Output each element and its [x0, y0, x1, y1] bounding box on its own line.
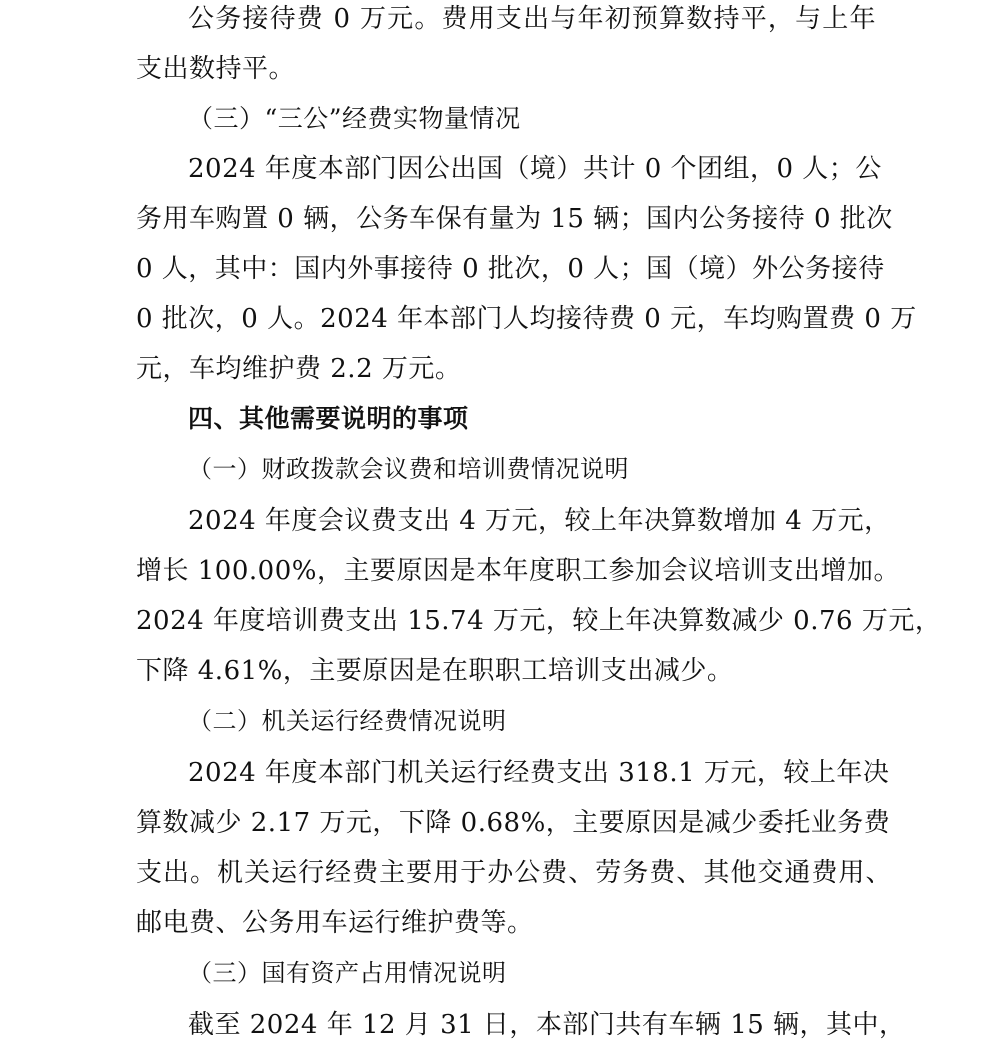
paragraph-line: 支出数持平。 — [136, 54, 296, 84]
paragraph-line: 公务接待费 0 万元。费用支出与年初预算数持平，与上年 — [188, 4, 876, 34]
paragraph-line: 2024 年度本部门机关运行经费支出 318.1 万元，较上年决 — [188, 758, 890, 788]
paragraph-line: 邮电费、公务用车运行维护费等。 — [136, 908, 534, 938]
paragraph-line: 务用车购置 0 辆，公务车保有量为 15 辆；国内公务接待 0 批次 — [136, 204, 893, 234]
paragraph-line: 元，车均维护费 2.2 万元。 — [136, 354, 462, 384]
paragraph-line: 下降 4.61%，主要原因是在职职工培训支出减少。 — [136, 656, 734, 686]
paragraph-line: 支出。机关运行经费主要用于办公费、劳务费、其他交通费用、 — [136, 858, 892, 888]
paragraph-line: 2024 年度本部门因公出国（境）共计 0 个团组，0 人；公 — [188, 154, 882, 184]
paragraph-line: 2024 年度培训费支出 15.74 万元，较上年决算数减少 0.76 万元， — [136, 606, 942, 636]
subsection-heading: （三）国有资产占用情况说明 — [188, 959, 507, 987]
subsection-heading: （一）财政拨款会议费和培训费情况说明 — [188, 455, 629, 483]
paragraph-line: 算数减少 2.17 万元，下降 0.68%，主要原因是减少委托业务费 — [136, 808, 891, 838]
paragraph-line: 2024 年度会议费支出 4 万元，较上年决算数增加 4 万元， — [188, 506, 891, 536]
subsection-heading: （三）“三公”经费实物量情况 — [188, 104, 521, 133]
section-heading: 四、其他需要说明的事项 — [188, 404, 469, 433]
paragraph-line: 增长 100.00%，主要原因是本年度职工参加会议培训支出增加。 — [136, 556, 900, 586]
subsection-heading: （二）机关运行经费情况说明 — [188, 707, 507, 735]
paragraph-line: 0 人，其中：国内外事接待 0 批次，0 人；国（境）外公务接待 — [136, 254, 885, 284]
paragraph-line: 0 批次，0 人。2024 年本部门人均接待费 0 元，车均购置费 0 万 — [136, 304, 917, 334]
paragraph-line: 截至 2024 年 12 月 31 日，本部门共有车辆 15 辆，其中， — [188, 1010, 906, 1040]
